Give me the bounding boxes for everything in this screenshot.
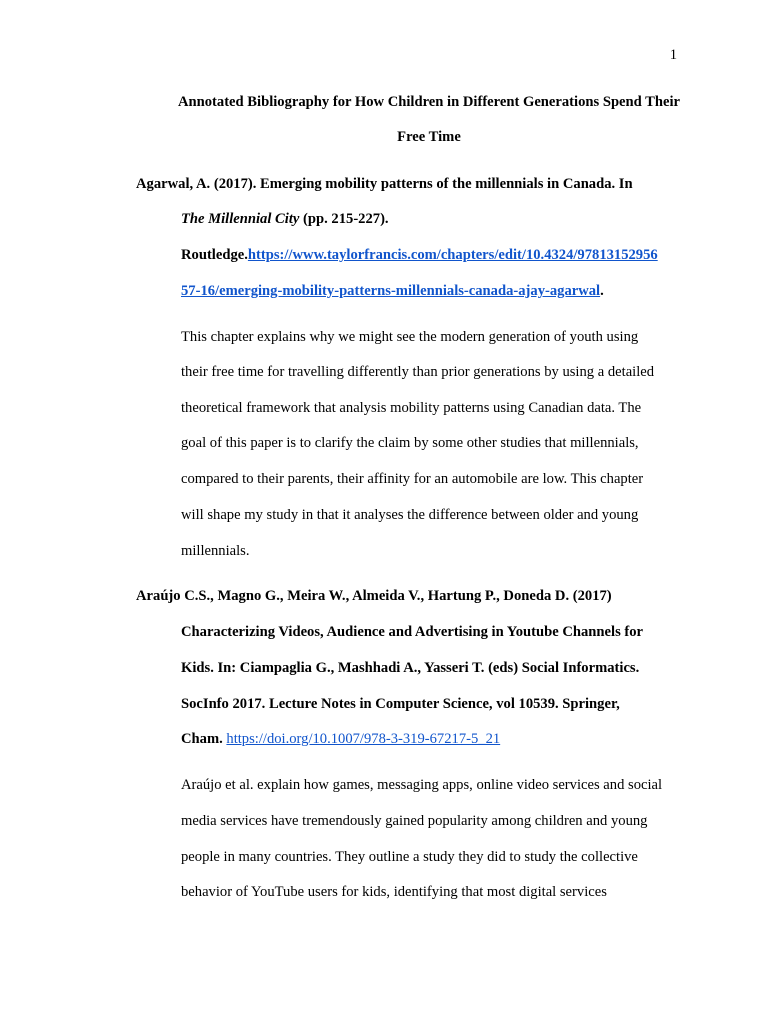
annotation-line: millennials. bbox=[181, 543, 250, 559]
annotation-line: behavior of YouTube users for kids, identifying that most digital services bbox=[181, 884, 607, 900]
citation-url-link[interactable]: https://www.taylorfrancis.com/chapters/edit/10.4324/97813152956 bbox=[247, 247, 658, 263]
citation-url-link[interactable]: 57-16/emerging-mobility-patterns-millennials-canada-ajay-agarwal bbox=[181, 283, 601, 299]
book-title: The Millennial City bbox=[181, 211, 300, 227]
annotation-line: media services have tremendously gained popularity among children and young bbox=[181, 813, 648, 829]
citation-prefix: Cham. bbox=[181, 731, 227, 747]
doi-link[interactable]: https://doi.org/10.1007/978-3-319-67217-5_21 bbox=[226, 731, 501, 747]
annotation-line: will shape my study in that it analyses the difference between older and young bbox=[181, 507, 639, 523]
citation-line: SocInfo 2017. Lecture Notes in Computer Science, vol 10539. Springer, bbox=[181, 696, 620, 712]
citation-end: . bbox=[600, 283, 604, 299]
citation-line: Characterizing Videos, Audience and Advertising in Youtube Channels for bbox=[181, 624, 644, 640]
annotation-line: This chapter explains why we might see the modern generation of youth using bbox=[181, 329, 639, 345]
annotation-line: theoretical framework that analysis mobility patterns using Canadian data. The bbox=[181, 400, 642, 416]
title-line-2: Free Time bbox=[397, 129, 461, 145]
citation-line: Araújo C.S., Magno G., Meira W., Almeida V., Hartung P., Doneda D. (2017) bbox=[136, 588, 612, 604]
page-number: 1 bbox=[669, 47, 677, 63]
citation-publisher: Routledge. bbox=[181, 247, 248, 263]
annotation-line: their free time for travelling differently than prior generations by using a detailed bbox=[181, 364, 655, 380]
title-line-1: Annotated Bibliography for How Children in Different Generations Spend Their bbox=[177, 94, 681, 110]
annotation-line: compared to their parents, their affinity for an automobile are low. This chapter bbox=[181, 471, 644, 487]
citation-line bbox=[181, 211, 389, 228]
annotation-line: goal of this paper is to clarify the claim by some other studies that millennials, bbox=[181, 435, 639, 451]
citation-pages: (pp. 215-227). bbox=[299, 211, 389, 227]
citation-line bbox=[181, 731, 500, 748]
annotation-line: people in many countries. They outline a study they did to study the collective bbox=[181, 849, 638, 865]
annotation-line: Araújo et al. explain how games, messaging apps, online video services and social bbox=[181, 777, 663, 793]
citation-line: Agarwal, A. (2017). Emerging mobility patterns of the millennials in Canada. In bbox=[136, 176, 633, 192]
citation-line bbox=[181, 283, 604, 300]
citation-line bbox=[181, 247, 658, 264]
citation-line: Kids. In: Ciampaglia G., Mashhadi A., Yasseri T. (eds) Social Informatics. bbox=[181, 660, 640, 676]
